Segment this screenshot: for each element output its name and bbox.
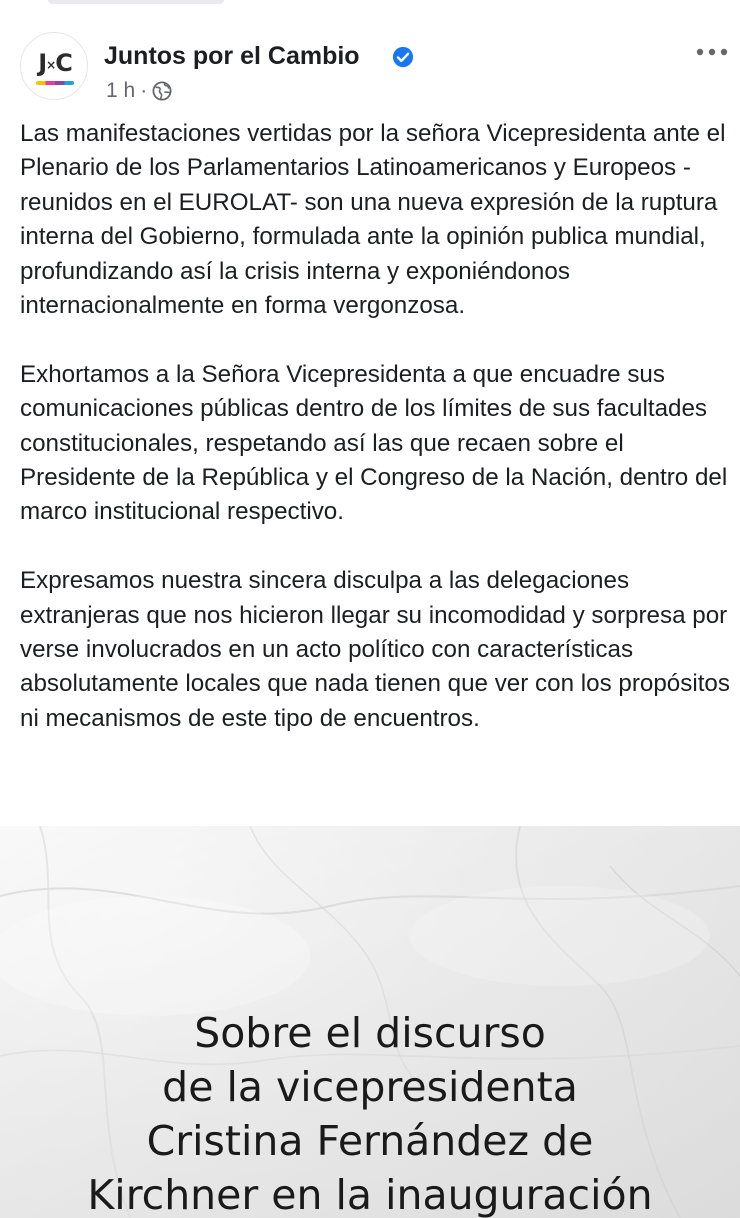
post-paragraph-1: Las manifestaciones vertidas por la señora Vicepresidenta ante el Plenario de los Parlamentarios Latinoamericanos y Europeos -reunidos en el EUROLAT- son una nueva expresión de la ruptura interna del Gobierno, formulada ante la opinión publica mundial, profundizando así la crisis interna y exponiéndonos internacionalmente en forma vergonzosa.: [20, 120, 726, 320]
image-headline: [0, 1006, 740, 1218]
more-options-icon[interactable]: [692, 40, 732, 64]
image-headline-line-3: Cristina Fernández de: [146, 1117, 594, 1165]
post-paragraph-2: Exhortamos a la Señora Vicepresidenta a que encuadre sus comunicaciones públicas dentro de los límites de sus facultades constitucionales, respetando así las que recaen sobre el Presidente de la República y el Congreso de la Nación, dentro del marco institucional respectivo.: [20, 360, 728, 526]
post-header: [20, 32, 720, 108]
image-headline-line-4: Kirchner en la inauguración: [87, 1171, 653, 1218]
author-name[interactable]: Juntos por el Cambio: [104, 42, 360, 70]
image-headline-line-2: de la vicepresidenta: [162, 1063, 578, 1111]
globe-icon: [152, 81, 172, 101]
meta-separator: ·: [140, 79, 148, 102]
post-paragraph-3: Expresamos nuestra sincera disculpa a las delegaciones extranjeras que nos hicieron llegar su incomodidad y sorpresa por verse involucrados en un acto político con características absolutamente locales que nada tienen que ver con los propósitos ni mecanismos de este tipo de encuentros.: [20, 567, 730, 732]
avatar-logo: J×C: [38, 49, 72, 77]
previous-post-edge: [48, 0, 224, 4]
post-meta: [106, 79, 172, 103]
image-headline-line-1: Sobre el discurso: [194, 1009, 546, 1057]
verified-badge-icon: [392, 46, 414, 68]
post-image[interactable]: [0, 826, 740, 1218]
post-text: [20, 117, 730, 771]
post-timestamp[interactable]: 1 h: [106, 79, 136, 102]
avatar[interactable]: [20, 32, 88, 100]
avatar-color-bar: [36, 81, 74, 85]
